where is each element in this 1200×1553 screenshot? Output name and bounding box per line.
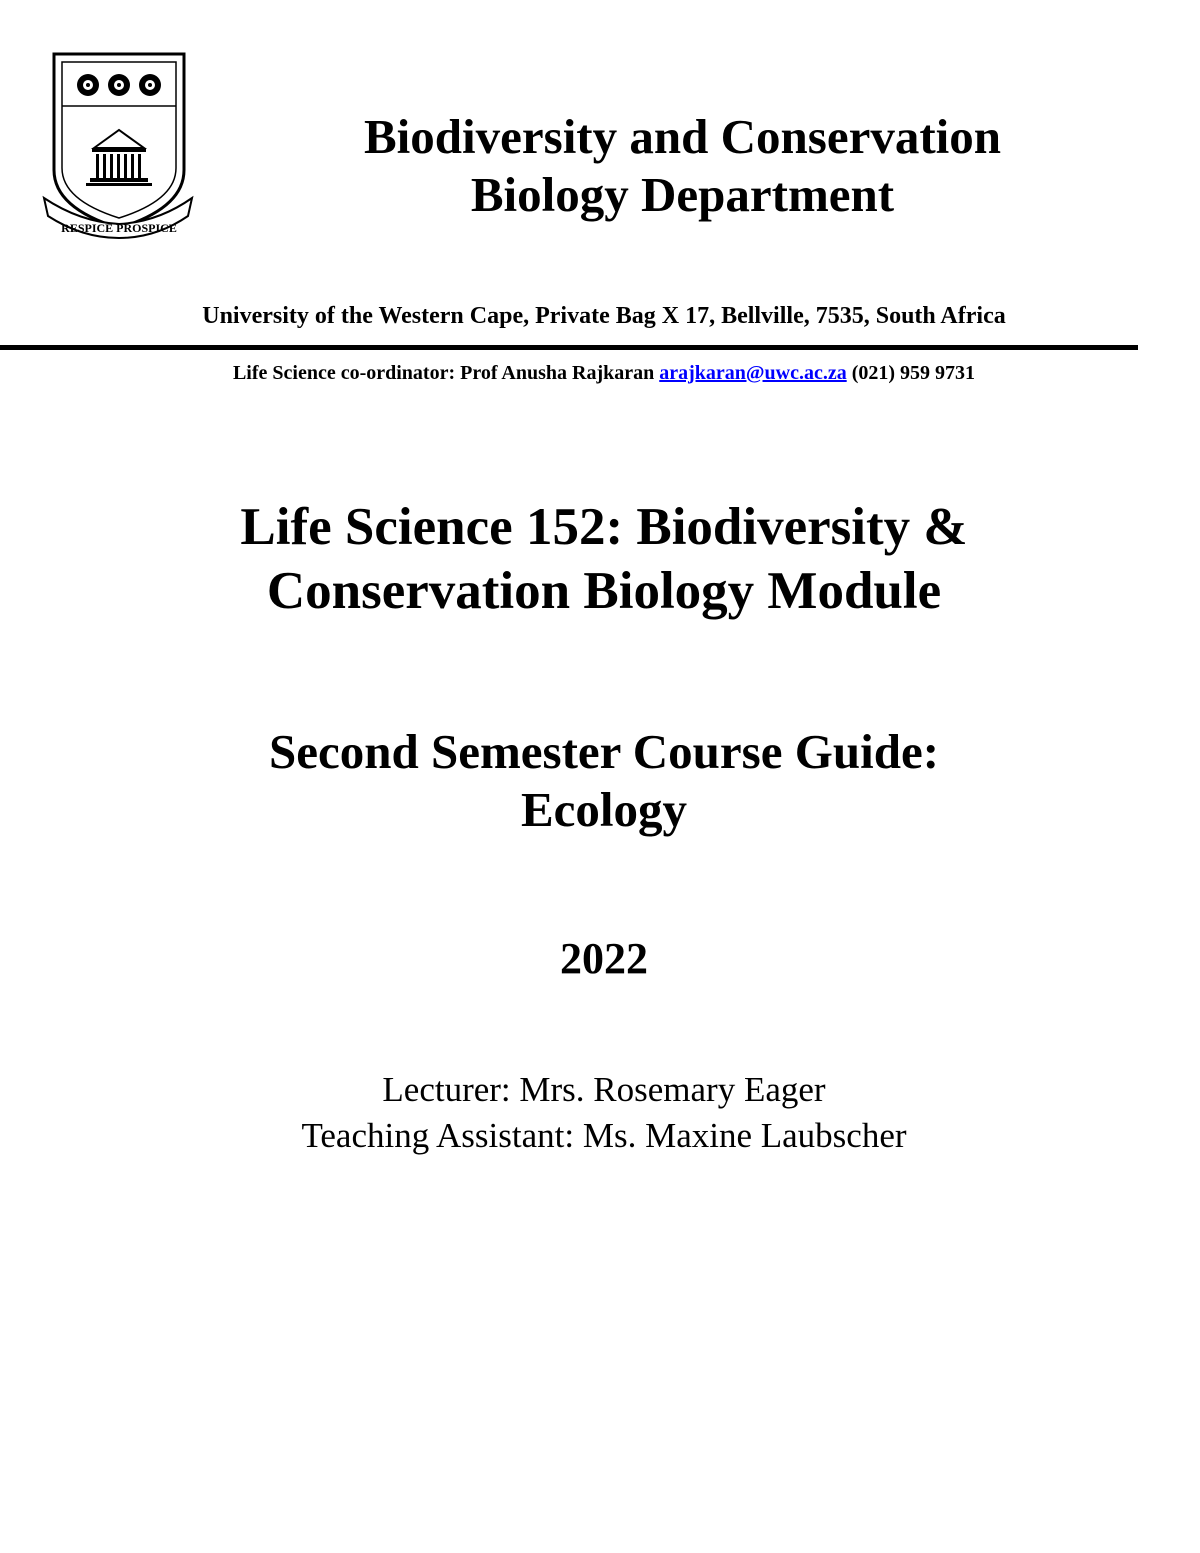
staff-list: [0, 1067, 1200, 1159]
coordinator-phone: (021) 959 9731: [851, 362, 976, 384]
course-guide-line-2: Ecology: [520, 782, 688, 837]
university-address: University of the Western Cape, Private Bag X 17, Bellville, 7535, South Africa: [202, 303, 1006, 329]
crest-motto: RESPICE PROSPICE: [61, 221, 177, 235]
lecturer-name: Lecturer: Mrs. Rosemary Eager: [382, 1070, 826, 1109]
module-title: [0, 495, 1200, 623]
teaching-assistant-name: Teaching Assistant: Ms. Maxine Laubscher: [301, 1116, 907, 1155]
department-title: [270, 108, 1095, 224]
coordinator-label: Life Science co-ordinator: Prof Anusha Rajkaran: [232, 362, 655, 384]
department-title-line-1: Biodiversity and Conservation: [363, 109, 1002, 164]
coordinator-contact: [0, 360, 1200, 386]
department-title-line-2: Biology Department: [470, 167, 895, 222]
header-divider: [0, 345, 1138, 350]
coordinator-email-link[interactable]: arajkaran@uwc.ac.za: [659, 362, 847, 384]
course-guide-line-1: Second Semester Course Guide:: [268, 724, 940, 779]
course-guide-title: [0, 723, 1200, 839]
module-title-line-1: Life Science 152: Biodiversity &: [240, 498, 968, 556]
course-year: 2022: [560, 934, 648, 983]
university-crest-icon: [40, 50, 196, 240]
module-title-line-2: Conservation Biology Module: [266, 562, 942, 620]
